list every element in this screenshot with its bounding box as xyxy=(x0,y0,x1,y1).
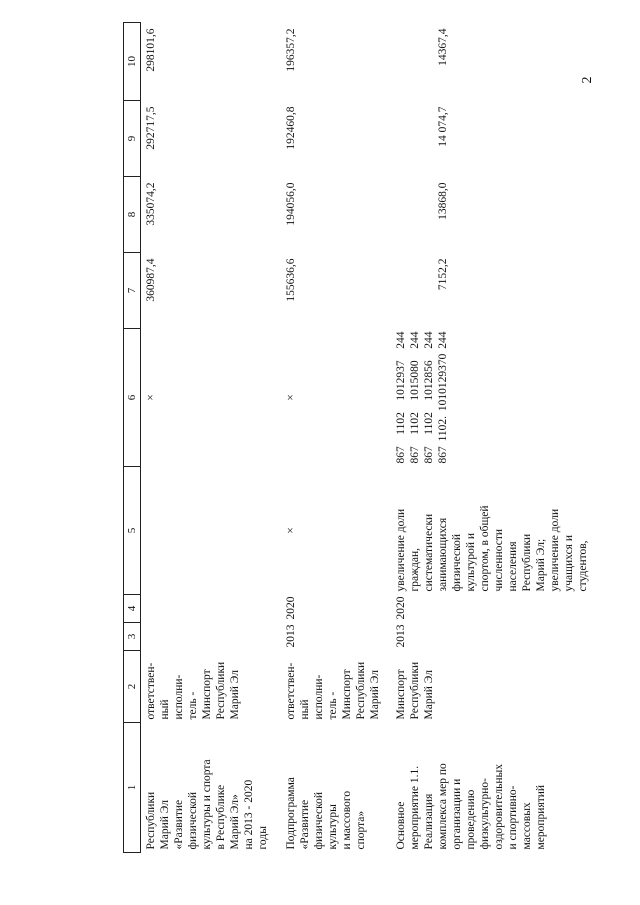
table-row-subprogram xyxy=(281,23,391,853)
section-code: 1102 xyxy=(408,412,421,435)
end-year: 2020 xyxy=(394,596,407,620)
start-year: 2013 xyxy=(394,624,407,648)
amount-2016: 14367,4 xyxy=(436,28,449,66)
target-item-code: 1012937 xyxy=(394,360,407,401)
budget-code xyxy=(141,329,281,467)
not-applicable-mark: × xyxy=(145,394,157,401)
header-cell-9: 9 xyxy=(124,101,141,177)
expense-type-code: 244 xyxy=(408,331,421,349)
not-applicable-mark: × xyxy=(284,527,297,534)
table-row-main-activity xyxy=(391,23,629,853)
expected-result xyxy=(141,467,281,595)
rotated-table-wrapper xyxy=(123,23,628,853)
amount-2015: 192460,8 xyxy=(284,106,297,150)
table-row-state-program xyxy=(141,23,281,853)
budget-code-line xyxy=(408,332,422,464)
budget-code-line xyxy=(422,332,436,464)
amount-2016: 298101,6 xyxy=(145,28,157,72)
header-cell-10: 10 xyxy=(124,23,141,101)
header-cell-6: 6 xyxy=(124,329,141,467)
responsible-executor: Минспорт Республики Марий Эл xyxy=(394,661,435,720)
budget-code xyxy=(391,329,629,467)
program-name: Основное мероприятие 1.1. Реализация комплекса мер по организации и проведению физкультурно- оздоровительных и спортивно- массовых мероприятий xyxy=(394,763,547,850)
header-row xyxy=(124,23,141,853)
responsible-executor: ответствен- ный исполни- тель - Минспорт Республики Марий Эл xyxy=(145,661,241,720)
header-cell-5: 5 xyxy=(124,467,141,595)
budget-code-line xyxy=(394,332,408,464)
page-number: 2 xyxy=(580,76,595,84)
program-funding-table xyxy=(123,22,628,853)
header-cell-2: 2 xyxy=(124,651,141,723)
target-item-code: 1015080 xyxy=(408,360,421,401)
header-cell-7: 7 xyxy=(124,253,141,329)
expense-type-code: 244 xyxy=(422,331,435,349)
header-cell-8: 8 xyxy=(124,177,141,253)
expense-type-code: 244 xyxy=(394,331,407,349)
section-code: 1102 xyxy=(422,412,435,435)
program-name: Республики Марий Эл «Развитие физической культуры и спорта в Республике Марий Эл» на 2013 - 2020 годы xyxy=(145,759,269,850)
expected-result xyxy=(281,467,391,595)
target-item-code: 1012856 xyxy=(422,360,435,401)
amount-2013: 360987,4 xyxy=(145,258,157,302)
responsible-executor: ответствен- ный исполни- тель - Минспорт Республики Марий Эл xyxy=(284,661,381,720)
end-year: 2020 xyxy=(284,596,297,620)
budget-code xyxy=(281,329,391,467)
amount-2016: 196357,2 xyxy=(284,28,297,72)
header-cell-4: 4 xyxy=(124,595,141,623)
ministry-code: 867 xyxy=(408,446,421,464)
amount-2015: 14 074,7 xyxy=(436,106,449,147)
header-cell-3: 3 xyxy=(124,623,141,651)
amount-2015: 292717,5 xyxy=(145,106,157,150)
section-code: 1102. xyxy=(436,415,449,442)
program-name: Подпрограмма «Развитие физической культуры и массового спорта» xyxy=(284,777,367,850)
ministry-code: 867 xyxy=(394,446,407,464)
start-year: 2013 xyxy=(284,624,297,648)
amount-2014: 194056,0 xyxy=(284,182,297,226)
amount-2014: 335074,2 xyxy=(145,182,157,226)
budget-code-line xyxy=(436,332,450,464)
section-code: 1102 xyxy=(394,412,407,435)
end-year xyxy=(141,595,281,623)
target-item-code: 1010129370 xyxy=(436,353,449,412)
ministry-code: 867 xyxy=(422,446,435,464)
expense-type-code: 244 xyxy=(436,331,449,349)
expected-result: увеличение доли граждан, систематически занимающихся физической культурой и спортом, в общей численности населения Республики Марий Эл; увеличение доли учащихся и студентов, xyxy=(394,505,589,592)
ministry-code: 867 xyxy=(436,446,449,464)
amount-2013: 7152,2 xyxy=(436,258,449,291)
header-cell-1: 1 xyxy=(124,723,141,853)
amount-2013: 155636,6 xyxy=(284,258,297,302)
amount-2014: 13868,0 xyxy=(436,182,449,220)
not-applicable-mark: × xyxy=(284,394,297,401)
start-year xyxy=(141,623,281,651)
